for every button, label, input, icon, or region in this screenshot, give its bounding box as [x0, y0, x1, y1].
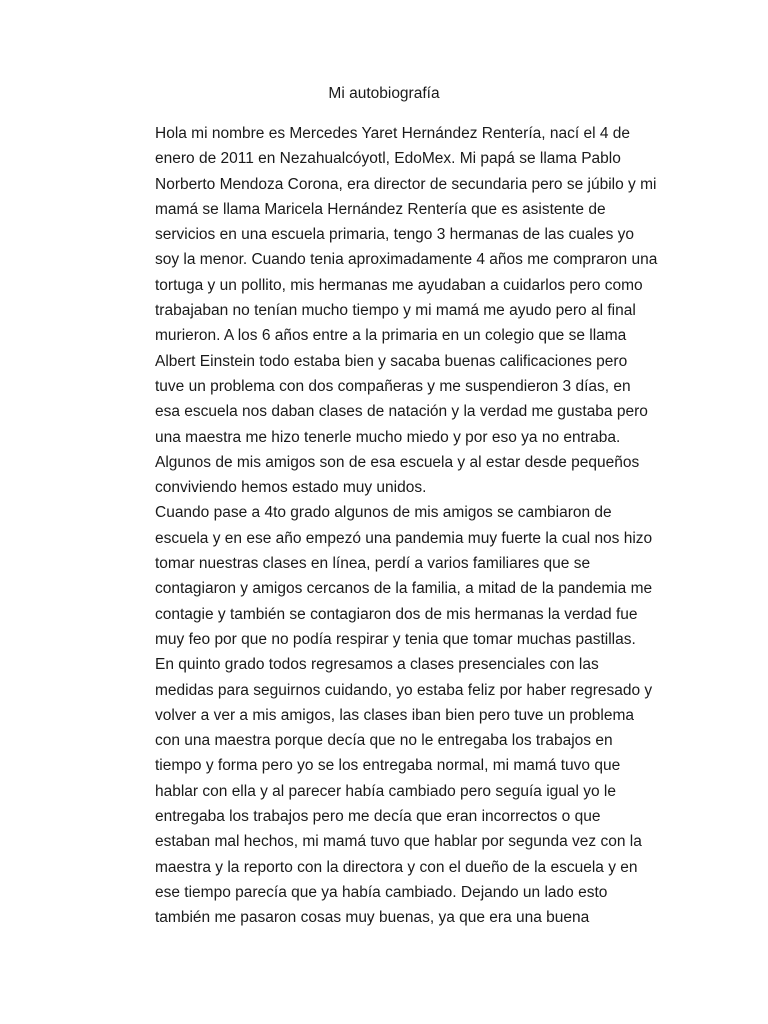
- text-line: Albert Einstein todo estaba bien y sacaba buenas calificaciones pero: [155, 352, 628, 370]
- text-line: estaban mal hechos, mi mamá tuvo que hablar por segunda vez con la: [155, 833, 642, 851]
- text-line: Norberto Mendoza Corona, era director de secundaria pero se júbilo y mi: [155, 175, 657, 193]
- text-line: enero de 2011 en Nezahualcóyotl, EdoMex. Mi papá se llama Pablo: [155, 150, 621, 168]
- text-line: tiempo y forma pero yo se los entregaba normal, mi mamá tuvo que: [155, 757, 621, 775]
- text-line: mamá se llama Maricela Hernández Rentería que es asistente de: [155, 200, 606, 218]
- text-line: maestra y la reporto con la directora y con el dueño de la escuela y en: [155, 858, 638, 876]
- text-line: escuela y en ese año empezó una pandemia muy fuerte la cual nos hizo: [155, 529, 653, 547]
- text-line: trabajaban no tenían mucho tiempo y mi mamá me ayudo pero al final: [155, 302, 636, 320]
- text-line: conviviendo hemos estado muy unidos.: [155, 479, 427, 497]
- text-line: tuve un problema con dos compañeras y me suspendieron 3 días, en: [155, 377, 631, 395]
- document-body: [155, 121, 665, 931]
- text-line: entregaba los trabajos pero me decía que eran incorrectos o que: [155, 808, 601, 826]
- text-line: Cuando pase a 4to grado algunos de mis amigos se cambiaron de: [155, 504, 612, 522]
- text-line: Algunos de mis amigos son de esa escuela y al estar desde pequeños: [155, 453, 640, 471]
- text-line: tomar nuestras clases en línea, perdí a varios familiares que se: [155, 555, 591, 573]
- document-title: Mi autobiografía: [328, 85, 440, 102]
- text-line: con una maestra porque decía que no le entregaba los trabajos en: [155, 732, 613, 750]
- text-line: En quinto grado todos regresamos a clases presenciales con las: [155, 656, 599, 674]
- text-line: contagiaron y amigos cercanos de la familia, a mitad de la pandemia me: [155, 580, 653, 598]
- text-line: murieron. A los 6 años entre a la primaria en un colegio que se llama: [155, 327, 627, 345]
- text-line: hablar con ella y al parecer había cambiado pero seguía igual yo le: [155, 782, 616, 800]
- text-line: muy feo por que no podía respirar y tenia que tomar muchas pastillas.: [155, 630, 636, 648]
- text-line: esa escuela nos daban clases de natación y la verdad me gustaba pero: [155, 403, 648, 421]
- text-line: tortuga y un pollito, mis hermanas me ayudaban a cuidarlos pero como: [155, 276, 643, 294]
- text-line: ese tiempo parecía que ya había cambiado. Dejando un lado esto: [155, 883, 608, 901]
- text-line: medidas para seguirnos cuidando, yo estaba feliz por haber regresado y: [155, 681, 653, 699]
- text-line: servicios en una escuela primaria, tengo 3 hermanas de las cuales yo: [155, 226, 635, 244]
- text-line: contagie y también se contagiaron dos de mis hermanas la verdad fue: [155, 605, 638, 623]
- text-line: volver a ver a mis amigos, las clases iban bien pero tuve un problema: [155, 706, 635, 724]
- text-line: también me pasaron cosas muy buenas, ya que era una buena: [155, 909, 590, 927]
- text-line: una maestra me hizo tenerle mucho miedo y por eso ya no entraba.: [155, 428, 621, 446]
- text-line: soy la menor. Cuando tenia aproximadamente 4 años me compraron una: [155, 251, 658, 269]
- text-line: Hola mi nombre es Mercedes Yaret Hernández Rentería, nací el 4 de: [155, 125, 631, 142]
